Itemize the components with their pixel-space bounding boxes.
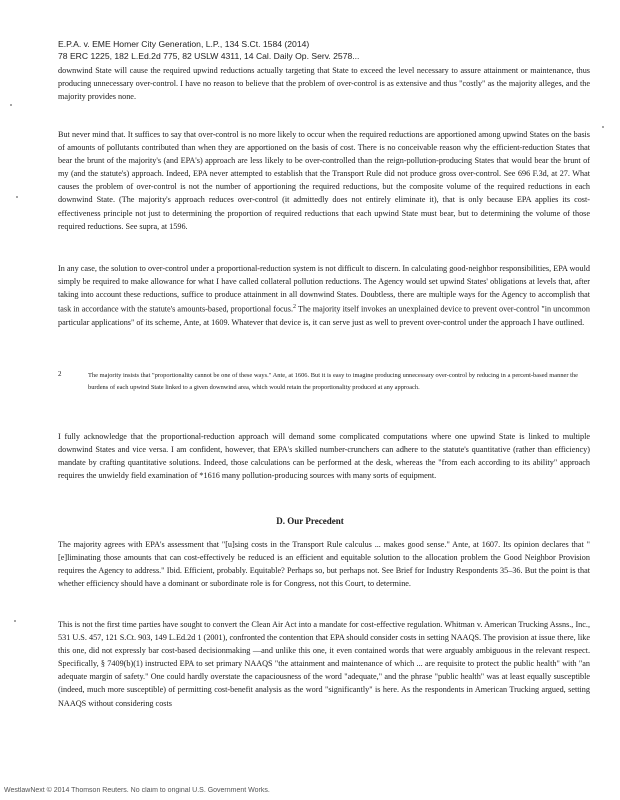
- paragraph-5: The majority agrees with EPA's assessment that "[u]sing costs in the Transport Rule calculus ... makes good sense." Ante, at 1607. Its opinion declares that "[e]liminating those amounts that can cost-effectively be reduced is an efficient and equitable solution to the allocation problem the Good Neighbor Provision requires the Agency to address." Ibid. Efficient, probably. Equitable? Perhaps so, but perhaps not. See Brief for Industry Respondents 35–36. But the point is that whether efficiency should have a dominant or subordinate role is for Congress, not this Court, to determine.: [58, 540, 590, 589]
- citation-line-2: 78 ERC 1225, 182 L.Ed.2d 775, 82 USLW 4311, 14 Cal. Daily Op. Serv. 2578...: [58, 51, 360, 61]
- margin-mark: [14, 620, 16, 622]
- page-footer: WestlawNext © 2014 Thomson Reuters. No claim to original U.S. Government Works.: [4, 787, 270, 794]
- citation-line-1: E.P.A. v. EME Homer City Generation, L.P., 134 S.Ct. 1584 (2014): [58, 39, 310, 49]
- margin-mark: [602, 126, 604, 128]
- margin-mark: [16, 196, 18, 198]
- paragraph-1: downwind State will cause the required upwind reductions actually targeting that State to exceed the level necessary to assure attainment or maintenance, thus producing unnecessary over-control. I have no reason to believe that the problem of over-control is as extensive and thus "costly" as the majority alleges, and the majority provides none.: [58, 66, 590, 102]
- citation-header: [58, 38, 578, 62]
- paragraph-2: But never mind that. It suffices to say that over-control is no more likely to occur when the required reductions are apportioned among upwind States on the basis of amounts of pollutants contributed than when they are apportioned on the basis of cost. There is no conceivable reason why the efficient-reduction States that bear the brunt of the majority's (and EPA's) approach are less likely to be over-controlled than the reign-pollution-producing States that would bear the brunt of my (and the statute's) approach. Indeed, EPA never attempted to establish that the Transport Rule did not produce gross over-control. See 696 F.3d, at 27. What causes the problem of over-control is not the number of apportioning the required reductions, but the composite volume of the required reductions in each downwind State. (The majority's approach reduces over-control (it admittedly does not entirely eliminate it), that is only because EPA applies its cost-effectiveness principle not just to determining the proportion of required reductions that each upwind State must bear, but to determining the volume of those required reductions. See supra, at 1596.: [58, 130, 590, 231]
- section-heading: D. Our Precedent: [276, 516, 344, 526]
- margin-mark: [10, 104, 12, 106]
- paragraph-3-text: In any case, the solution to over-control under a proportional-reduction system is not difficult to discern. In calculating good-neighbor responsibilities, EPA would simply be required to make allowance for what I have called collateral pollution reductions. The Agency would set upwind States' obligations at levels that, after taking into account these reductions, suffice to produce attainment in all downwind States. Doubtless, there are multiple ways for the Agency to accomplish that task in accordance with the statute's amounts-based, proportional focus.: [58, 264, 590, 315]
- paragraph-3-tail: The majority itself invokes an unexplained device to prevent over-control "in uncommon particular applications" of its scheme, Ante, at 1609. Whatever that device is, it can serve just as well to prevent over-control under the approach I have outlined.: [58, 305, 590, 328]
- paragraph-6: This is not the first time parties have sought to convert the Clean Air Act into a mandate for cost-effective regulation. Whitman v. American Trucking Assns., Inc., 531 U.S. 457, 121 S.Ct. 903, 149 L.Ed.2d 1 (2001), confronted the contention that EPA should consider costs in setting NAAQS. The provision at issue there, like this one, did not expressly bar cost-based decisionmaking —and unlike this one, it even contained words that were arguably ambiguous in the relevant respect. Specifically, § 7409(b)(1) instructed EPA to set primary NAAQS "the attainment and maintenance of which ... are requisite to protect the public health" with "an adequate margin of safety." One could hardly overstate the capaciousness of the word "adequate," and the phrase "public health" was at least equally susceptible (indeed, much more susceptible) of permitting cost-benefit analysis as the word "significantly" is here. As the respondents in American Trucking argued, setting NAAQS without considering costs: [58, 620, 590, 708]
- footnote-reference[interactable]: 2: [293, 304, 297, 311]
- footnote-text: The majority insists that "proportionality cannot be one of these ways." Ante, at 1606. But it is easy to imagine producing unnecessary over-control by reducing in a percent-based manner the burdens of each upwind State linked to a given downwind area, which would retain the proportionality produced at any approach.: [88, 372, 578, 391]
- paragraph-3: [58, 262, 590, 329]
- paragraph-4: I fully acknowledge that the proportional-reduction approach will demand some complicated computations where one upwind State is linked to multiple downwind States and vice versa. I am confident, however, that EPA's skilled number-crunchers can adhere to the statute's quantitative (rather than efficiency) mandate by crafting quantitative solutions. Indeed, those calculations can be performed at the desk, whereas the "from each according to its ability" approach requires the unwieldy field examination of *1616 many pollution-producing sources with many sorts of equipment.: [58, 432, 590, 481]
- footnote-marker: 2: [58, 370, 62, 378]
